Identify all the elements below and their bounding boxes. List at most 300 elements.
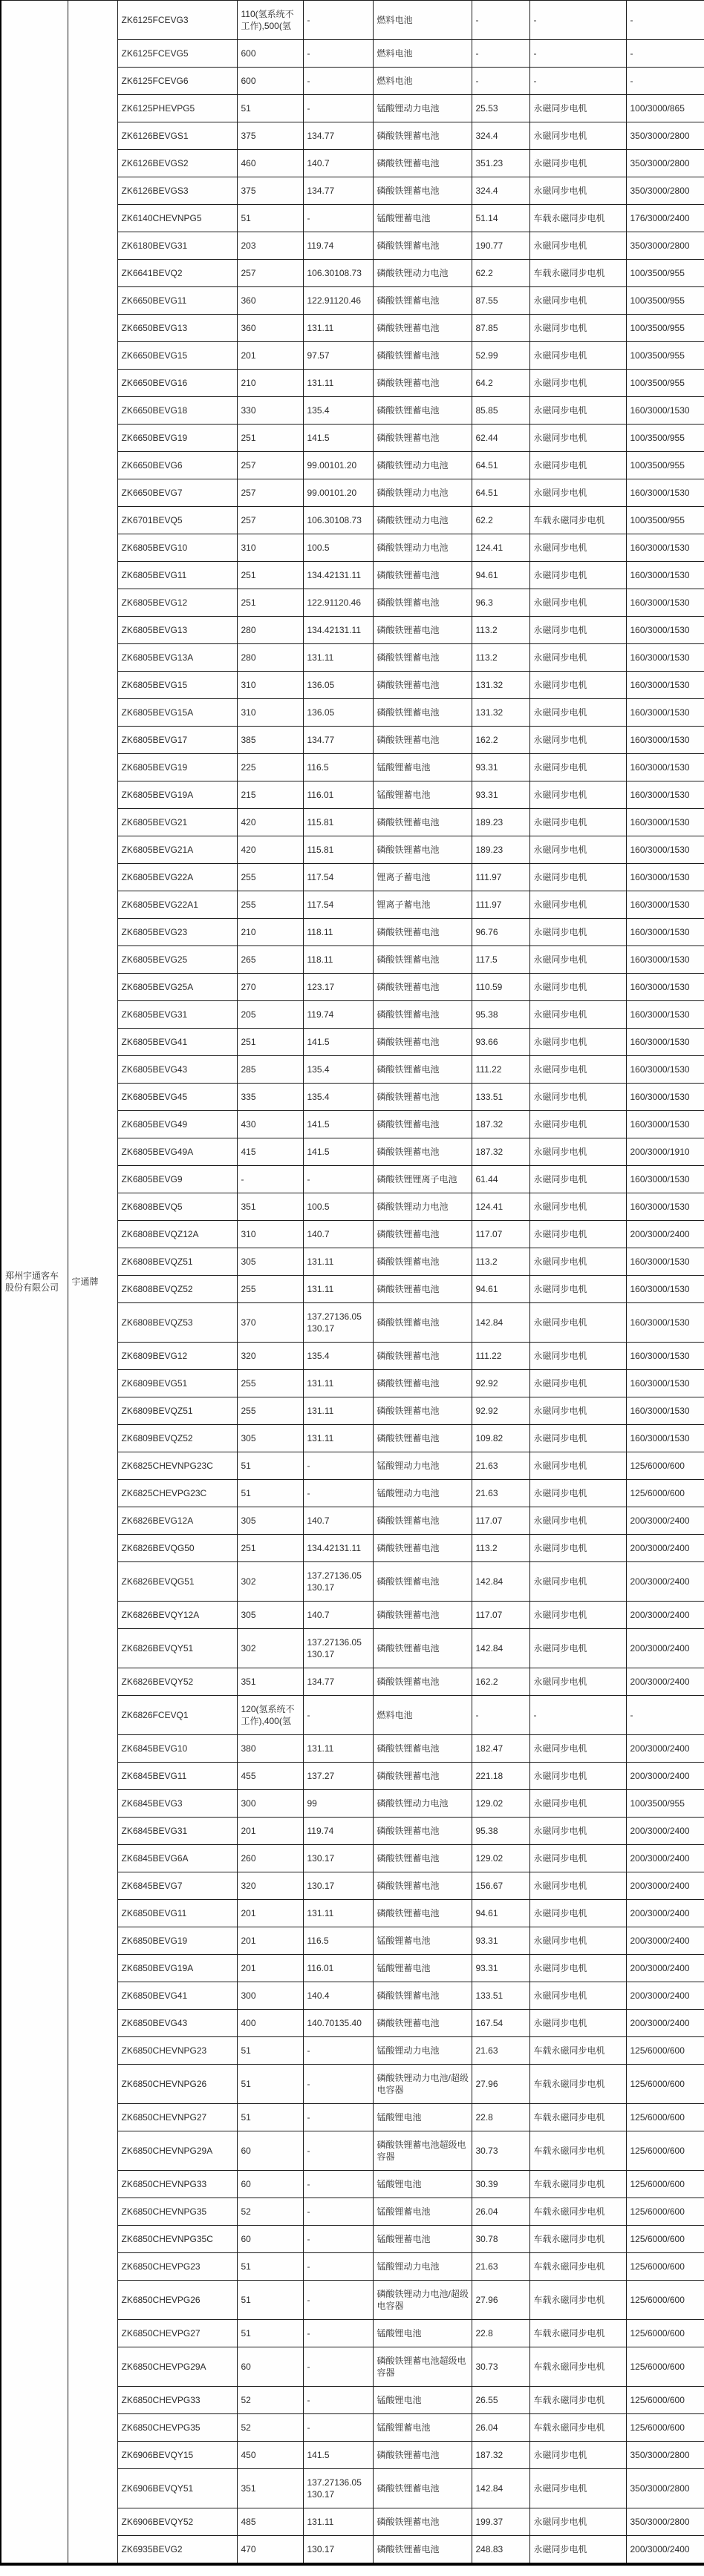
motor-power-cell: 100/3500/955 xyxy=(626,1790,704,1818)
battery-capacity-cell: 62.2 xyxy=(472,507,529,534)
battery-capacity-cell: 95.38 xyxy=(472,1818,529,1845)
motor-power-cell: 160/3000/1530 xyxy=(626,919,704,946)
battery-capacity-cell: 111.22 xyxy=(472,1056,529,1084)
energy-consumption-cell: 116.01 xyxy=(303,781,373,809)
motor-type-cell: 永磁同步电机 xyxy=(529,1276,626,1303)
battery-capacity-cell: 30.39 xyxy=(472,2171,529,2198)
battery-type-cell: 燃料电池 xyxy=(373,40,472,68)
battery-capacity-cell: 111.97 xyxy=(472,891,529,919)
motor-power-cell: 125/6000/600 xyxy=(626,2320,704,2347)
model-code-cell: ZK6805BEVG9 xyxy=(117,1166,237,1193)
driving-range-cell: 255 xyxy=(237,864,303,891)
model-code-cell: ZK6650BEVG6 xyxy=(117,452,237,479)
energy-consumption-cell: 119.74 xyxy=(303,232,373,260)
motor-power-cell: 160/3000/1530 xyxy=(626,1166,704,1193)
energy-consumption-cell: 116.5 xyxy=(303,1927,373,1955)
driving-range-cell: 51 xyxy=(237,1452,303,1480)
battery-type-cell: 锰酸锂蓄电池 xyxy=(373,1955,472,1982)
motor-power-cell: 160/3000/1530 xyxy=(626,1370,704,1397)
driving-range-cell: 257 xyxy=(237,260,303,287)
battery-type-cell: 磷酸铁锂蓄电池 xyxy=(373,974,472,1001)
motor-type-cell: 永磁同步电机 xyxy=(529,562,626,589)
motor-power-cell: 125/6000/600 xyxy=(626,2387,704,2414)
battery-capacity-cell: 93.31 xyxy=(472,781,529,809)
energy-consumption-cell: 122.91120.46 xyxy=(303,287,373,315)
driving-range-cell: 430 xyxy=(237,1111,303,1138)
motor-type-cell: 永磁同步电机 xyxy=(529,1001,626,1029)
battery-type-cell: 磷酸铁锂蓄电池 xyxy=(373,1248,472,1276)
energy-consumption-cell: 134.42131.11 xyxy=(303,1535,373,1562)
battery-capacity-cell: - xyxy=(472,1696,529,1735)
driving-range-cell: 380 xyxy=(237,1735,303,1763)
energy-consumption-cell: 141.5 xyxy=(303,2442,373,2469)
motor-type-cell: 永磁同步电机 xyxy=(529,2536,626,2565)
motor-power-cell: 160/3000/1530 xyxy=(626,479,704,507)
motor-power-cell: 350/3000/2800 xyxy=(626,177,704,205)
motor-power-cell: 160/3000/1530 xyxy=(626,1425,704,1452)
energy-consumption-cell: 140.7 xyxy=(303,1602,373,1629)
battery-capacity-cell: 124.41 xyxy=(472,534,529,562)
motor-power-cell: 200/3000/2400 xyxy=(626,1900,704,1927)
motor-power-cell: 160/3000/1530 xyxy=(626,1303,704,1343)
model-code-cell: ZK6808BEVQZ53 xyxy=(117,1303,237,1343)
driving-range-cell: 600 xyxy=(237,40,303,68)
battery-type-cell: 锰酸锂动力电池 xyxy=(373,2253,472,2281)
model-code-cell: ZK6125PHEVPG5 xyxy=(117,95,237,122)
energy-consumption-cell: 118.11 xyxy=(303,919,373,946)
motor-type-cell: 永磁同步电机 xyxy=(529,864,626,891)
motor-power-cell: 160/3000/1530 xyxy=(626,1029,704,1056)
battery-type-cell: 磷酸铁锂蓄电池 xyxy=(373,1535,472,1562)
motor-type-cell: 车载永磁同步电机 xyxy=(529,2226,626,2253)
motor-type-cell: 永磁同步电机 xyxy=(529,1303,626,1343)
model-code-cell: ZK6805BEVG13A xyxy=(117,644,237,672)
model-code-cell: ZK6850BEVG19 xyxy=(117,1927,237,1955)
motor-power-cell: 100/3500/955 xyxy=(626,260,704,287)
driving-range-cell: 52 xyxy=(237,2198,303,2226)
driving-range-cell: 51 xyxy=(237,2037,303,2065)
model-code-cell: ZK6850CHEVNPG33 xyxy=(117,2171,237,2198)
energy-consumption-cell: 131.11 xyxy=(303,1397,373,1425)
driving-range-cell: - xyxy=(237,1166,303,1193)
motor-type-cell: 永磁同步电机 xyxy=(529,946,626,974)
driving-range-cell: 415 xyxy=(237,1138,303,1166)
battery-type-cell: 磷酸铁锂蓄电池 xyxy=(373,1370,472,1397)
motor-type-cell: 车载永磁同步电机 xyxy=(529,2387,626,2414)
driving-range-cell: 251 xyxy=(237,562,303,589)
motor-power-cell: 100/3500/955 xyxy=(626,287,704,315)
energy-consumption-cell: 141.5 xyxy=(303,425,373,452)
energy-consumption-cell: 131.11 xyxy=(303,315,373,342)
driving-range-cell: 385 xyxy=(237,727,303,754)
driving-range-cell: 201 xyxy=(237,1818,303,1845)
energy-consumption-cell: 131.11 xyxy=(303,1425,373,1452)
motor-type-cell: 永磁同步电机 xyxy=(529,122,626,150)
battery-type-cell: 锰酸锂动力电池 xyxy=(373,1452,472,1480)
driving-range-cell: 257 xyxy=(237,479,303,507)
driving-range-cell: 375 xyxy=(237,122,303,150)
motor-type-cell: 永磁同步电机 xyxy=(529,1507,626,1535)
motor-power-cell: 160/3000/1530 xyxy=(626,534,704,562)
energy-consumption-cell: 106.30108.73 xyxy=(303,260,373,287)
energy-consumption-cell: 131.11 xyxy=(303,1900,373,1927)
model-code-cell: ZK6805BEVG49A xyxy=(117,1138,237,1166)
motor-type-cell: 永磁同步电机 xyxy=(529,342,626,370)
model-code-cell: ZK6808BEVQ5 xyxy=(117,1193,237,1221)
driving-range-cell: 51 xyxy=(237,205,303,232)
motor-power-cell: 200/3000/2400 xyxy=(626,1602,704,1629)
energy-consumption-cell: 131.11 xyxy=(303,370,373,397)
motor-power-cell: 160/3000/1530 xyxy=(626,1001,704,1029)
model-code-cell: ZK6805BEVG19 xyxy=(117,754,237,781)
battery-type-cell: 磷酸铁锂蓄电池 xyxy=(373,1397,472,1425)
energy-consumption-cell: - xyxy=(303,95,373,122)
model-code-cell: ZK6850CHEVPG27 xyxy=(117,2320,237,2347)
battery-capacity-cell: 64.51 xyxy=(472,479,529,507)
motor-power-cell: 160/3000/1530 xyxy=(626,397,704,425)
energy-consumption-cell: 122.91120.46 xyxy=(303,589,373,617)
battery-type-cell: 磷酸铁锂蓄电池 xyxy=(373,370,472,397)
energy-consumption-cell: 99.00101.20 xyxy=(303,479,373,507)
battery-type-cell: 锰酸锂电池 xyxy=(373,2171,472,2198)
model-code-cell: ZK6850BEVG11 xyxy=(117,1900,237,1927)
motor-type-cell: 车载永磁同步电机 xyxy=(529,2253,626,2281)
energy-consumption-cell: 115.81 xyxy=(303,836,373,864)
model-code-cell: ZK6826FCEVQ1 xyxy=(117,1696,237,1735)
model-code-cell: ZK6906BEVQY52 xyxy=(117,2508,237,2536)
battery-capacity-cell: 62.44 xyxy=(472,425,529,452)
energy-consumption-cell: 131.11 xyxy=(303,2508,373,2536)
energy-consumption-cell: 119.74 xyxy=(303,1001,373,1029)
energy-consumption-cell: 116.01 xyxy=(303,1955,373,1982)
driving-range-cell: 375 xyxy=(237,177,303,205)
battery-capacity-cell: 21.63 xyxy=(472,2253,529,2281)
driving-range-cell: 310 xyxy=(237,534,303,562)
driving-range-cell: 201 xyxy=(237,342,303,370)
battery-type-cell: 磷酸铁锂蓄电池 xyxy=(373,315,472,342)
motor-type-cell: 永磁同步电机 xyxy=(529,1562,626,1602)
battery-type-cell: 磷酸铁锂蓄电池 xyxy=(373,287,472,315)
motor-power-cell: - xyxy=(626,40,704,68)
motor-type-cell: 车载永磁同步电机 xyxy=(529,2104,626,2131)
model-code-cell: ZK6906BEVQY51 xyxy=(117,2469,237,2508)
battery-type-cell: 磷酸铁锂蓄电池 xyxy=(373,809,472,836)
energy-consumption-cell: - xyxy=(303,1,373,40)
energy-consumption-cell: - xyxy=(303,68,373,95)
battery-type-cell: 磷酸铁锂蓄电池 xyxy=(373,1872,472,1900)
driving-range-cell: 285 xyxy=(237,1056,303,1084)
energy-consumption-cell: 135.4 xyxy=(303,397,373,425)
model-code-cell: ZK6850CHEVPG33 xyxy=(117,2387,237,2414)
battery-type-cell: 燃料电池 xyxy=(373,1,472,40)
battery-type-cell: 磷酸铁锂蓄电池 xyxy=(373,2536,472,2565)
battery-type-cell: 磷酸铁锂蓄电池 xyxy=(373,1982,472,2010)
battery-type-cell: 磷酸铁锂动力电池 xyxy=(373,479,472,507)
model-code-cell: ZK6805BEVG12 xyxy=(117,589,237,617)
motor-power-cell: 200/3000/2400 xyxy=(626,1763,704,1790)
energy-consumption-cell: 140.4 xyxy=(303,1982,373,2010)
motor-type-cell: 车载永磁同步电机 xyxy=(529,205,626,232)
motor-power-cell: - xyxy=(626,1696,704,1735)
battery-capacity-cell: 30.73 xyxy=(472,2347,529,2387)
battery-type-cell: 磷酸铁锂蓄电池 xyxy=(373,1425,472,1452)
battery-type-cell: 磷酸铁锂动力电池 xyxy=(373,452,472,479)
motor-power-cell: 125/6000/600 xyxy=(626,2198,704,2226)
motor-type-cell: 永磁同步电机 xyxy=(529,1763,626,1790)
driving-range-cell: 302 xyxy=(237,1629,303,1668)
driving-range-cell: 251 xyxy=(237,589,303,617)
battery-capacity-cell: 92.92 xyxy=(472,1397,529,1425)
motor-type-cell: 车载永磁同步电机 xyxy=(529,2198,626,2226)
motor-type-cell: 永磁同步电机 xyxy=(529,1221,626,1248)
motor-power-cell: 160/3000/1530 xyxy=(626,699,704,727)
battery-capacity-cell: 133.51 xyxy=(472,1982,529,2010)
energy-consumption-cell: 141.5 xyxy=(303,1138,373,1166)
battery-type-cell: 磷酸铁锂蓄电池 xyxy=(373,1735,472,1763)
energy-consumption-cell: - xyxy=(303,1166,373,1193)
battery-capacity-cell: 113.2 xyxy=(472,644,529,672)
battery-type-cell: 磷酸铁锂蓄电池 xyxy=(373,1029,472,1056)
motor-type-cell: 永磁同步电机 xyxy=(529,1735,626,1763)
model-code-cell: ZK6650BEVG19 xyxy=(117,425,237,452)
motor-type-cell: 永磁同步电机 xyxy=(529,1056,626,1084)
motor-type-cell: - xyxy=(529,40,626,68)
motor-type-cell: 永磁同步电机 xyxy=(529,1111,626,1138)
driving-range-cell: 255 xyxy=(237,891,303,919)
battery-capacity-cell: 51.14 xyxy=(472,205,529,232)
battery-capacity-cell: - xyxy=(472,1,529,40)
battery-type-cell: 锰酸锂动力电池 xyxy=(373,95,472,122)
battery-capacity-cell: 85.85 xyxy=(472,397,529,425)
driving-range-cell: 400 xyxy=(237,2010,303,2037)
energy-consumption-cell: - xyxy=(303,1480,373,1507)
driving-range-cell: 360 xyxy=(237,287,303,315)
model-code-cell: ZK6850CHEVPG26 xyxy=(117,2281,237,2320)
motor-type-cell: 永磁同步电机 xyxy=(529,836,626,864)
battery-capacity-cell: 61.44 xyxy=(472,1166,529,1193)
battery-capacity-cell: 142.84 xyxy=(472,1562,529,1602)
battery-type-cell: 磷酸铁锂蓄电池 xyxy=(373,2469,472,2508)
motor-type-cell: 永磁同步电机 xyxy=(529,315,626,342)
model-code-cell: ZK6845BEVG6A xyxy=(117,1845,237,1872)
motor-power-cell: 200/3000/2400 xyxy=(626,1872,704,1900)
energy-consumption-cell: - xyxy=(303,2414,373,2442)
model-code-cell: ZK6650BEVG11 xyxy=(117,287,237,315)
battery-capacity-cell: 92.92 xyxy=(472,1370,529,1397)
motor-type-cell: 永磁同步电机 xyxy=(529,1397,626,1425)
energy-consumption-cell: 99.00101.20 xyxy=(303,452,373,479)
driving-range-cell: 255 xyxy=(237,1276,303,1303)
energy-consumption-cell: 140.7 xyxy=(303,1221,373,1248)
model-code-cell: ZK6845BEVG31 xyxy=(117,1818,237,1845)
battery-capacity-cell: 129.02 xyxy=(472,1790,529,1818)
motor-type-cell: 永磁同步电机 xyxy=(529,1790,626,1818)
motor-power-cell: 350/3000/2800 xyxy=(626,150,704,177)
motor-power-cell: 160/3000/1530 xyxy=(626,864,704,891)
driving-range-cell: 251 xyxy=(237,1029,303,1056)
driving-range-cell: 60 xyxy=(237,2226,303,2253)
battery-capacity-cell: 21.63 xyxy=(472,2037,529,2065)
driving-range-cell: 450 xyxy=(237,2442,303,2469)
battery-capacity-cell: 189.23 xyxy=(472,836,529,864)
model-code-cell: ZK6826BEVQG50 xyxy=(117,1535,237,1562)
battery-type-cell: 磷酸铁锂动力电池 xyxy=(373,260,472,287)
motor-power-cell: 160/3000/1530 xyxy=(626,754,704,781)
model-code-cell: ZK6808BEVQZ52 xyxy=(117,1276,237,1303)
battery-type-cell: 锰酸锂蓄电池 xyxy=(373,2226,472,2253)
motor-power-cell: 160/3000/1530 xyxy=(626,891,704,919)
energy-consumption-cell: 135.4 xyxy=(303,1056,373,1084)
driving-range-cell: 300 xyxy=(237,1982,303,2010)
driving-range-cell: 205 xyxy=(237,1001,303,1029)
motor-type-cell: 车载永磁同步电机 xyxy=(529,2065,626,2104)
motor-type-cell: 永磁同步电机 xyxy=(529,425,626,452)
motor-type-cell: 永磁同步电机 xyxy=(529,177,626,205)
motor-type-cell: 永磁同步电机 xyxy=(529,1927,626,1955)
driving-range-cell: 60 xyxy=(237,2171,303,2198)
model-code-cell: ZK6809BEVQZ52 xyxy=(117,1425,237,1452)
energy-consumption-cell: 131.11 xyxy=(303,1735,373,1763)
battery-capacity-cell: 324.4 xyxy=(472,177,529,205)
model-code-cell: ZK6805BEVG25 xyxy=(117,946,237,974)
motor-power-cell: 100/3500/955 xyxy=(626,342,704,370)
motor-type-cell: 永磁同步电机 xyxy=(529,1084,626,1111)
model-code-cell: ZK6850BEVG19A xyxy=(117,1955,237,1982)
driving-range-cell: 52 xyxy=(237,2414,303,2442)
battery-capacity-cell: 96.3 xyxy=(472,589,529,617)
motor-power-cell: 200/3000/1910 xyxy=(626,1138,704,1166)
battery-capacity-cell: 26.04 xyxy=(472,2414,529,2442)
battery-type-cell: 磷酸铁锂蓄电池 xyxy=(373,836,472,864)
battery-capacity-cell: 93.66 xyxy=(472,1029,529,1056)
driving-range-cell: 51 xyxy=(237,2065,303,2104)
battery-capacity-cell: 167.54 xyxy=(472,2010,529,2037)
battery-capacity-cell: 94.61 xyxy=(472,1900,529,1927)
driving-range-cell: 302 xyxy=(237,1562,303,1602)
motor-power-cell: - xyxy=(626,68,704,95)
model-code-cell: ZK6126BEVGS1 xyxy=(117,122,237,150)
battery-type-cell: 磷酸铁锂蓄电池 xyxy=(373,150,472,177)
model-code-cell: ZK6850BEVG41 xyxy=(117,1982,237,2010)
battery-type-cell: 磷酸铁锂蓄电池 xyxy=(373,1138,472,1166)
motor-power-cell: 200/3000/2400 xyxy=(626,1629,704,1668)
energy-consumption-cell: 140.7 xyxy=(303,1507,373,1535)
driving-range-cell: 251 xyxy=(237,425,303,452)
model-code-cell: ZK6845BEVG7 xyxy=(117,1872,237,1900)
battery-capacity-cell: 187.32 xyxy=(472,2442,529,2469)
driving-range-cell: 201 xyxy=(237,1900,303,1927)
battery-type-cell: 磷酸铁锂蓄电池 xyxy=(373,644,472,672)
battery-type-cell: 磷酸铁锂蓄电池 xyxy=(373,1507,472,1535)
model-code-cell: ZK6825CHEVNPG23C xyxy=(117,1452,237,1480)
motor-type-cell: 永磁同步电机 xyxy=(529,1452,626,1480)
driving-range-cell: 257 xyxy=(237,452,303,479)
battery-type-cell: 锰酸锂电池 xyxy=(373,2387,472,2414)
motor-power-cell: 160/3000/1530 xyxy=(626,1343,704,1370)
energy-consumption-cell: 130.17 xyxy=(303,1845,373,1872)
battery-capacity-cell: 94.61 xyxy=(472,1276,529,1303)
battery-capacity-cell: 87.55 xyxy=(472,287,529,315)
motor-power-cell: 160/3000/1530 xyxy=(626,644,704,672)
battery-capacity-cell: 129.02 xyxy=(472,1845,529,1872)
battery-capacity-cell: 113.2 xyxy=(472,1535,529,1562)
motor-type-cell: 车载永磁同步电机 xyxy=(529,2131,626,2171)
battery-type-cell: 锰酸锂蓄电池 xyxy=(373,205,472,232)
motor-power-cell: 160/3000/1530 xyxy=(626,836,704,864)
motor-type-cell: 永磁同步电机 xyxy=(529,754,626,781)
battery-type-cell: 磷酸铁锂蓄电池 xyxy=(373,1763,472,1790)
driving-range-cell: 351 xyxy=(237,1668,303,1696)
battery-type-cell: 磷酸铁锂蓄电池 xyxy=(373,617,472,644)
driving-range-cell: 305 xyxy=(237,1507,303,1535)
motor-power-cell: 350/3000/2800 xyxy=(626,232,704,260)
energy-consumption-cell: 134.42131.11 xyxy=(303,617,373,644)
model-code-cell: ZK6826BEVQY52 xyxy=(117,1668,237,1696)
driving-range-cell: 420 xyxy=(237,809,303,836)
model-code-cell: ZK6805BEVG15 xyxy=(117,672,237,699)
battery-capacity-cell: 21.63 xyxy=(472,1480,529,1507)
battery-capacity-cell: 131.32 xyxy=(472,672,529,699)
energy-consumption-cell: 117.54 xyxy=(303,891,373,919)
motor-power-cell: 125/6000/600 xyxy=(626,1452,704,1480)
motor-type-cell: 永磁同步电机 xyxy=(529,1668,626,1696)
model-code-cell: ZK6808BEVQZ12A xyxy=(117,1221,237,1248)
driving-range-cell: 203 xyxy=(237,232,303,260)
battery-type-cell: 磷酸铁锂蓄电池 xyxy=(373,232,472,260)
battery-type-cell: 磷酸铁锂蓄电池 xyxy=(373,1056,472,1084)
energy-consumption-cell: 97.57 xyxy=(303,342,373,370)
energy-consumption-cell: 137.27 xyxy=(303,1763,373,1790)
driving-range-cell: 310 xyxy=(237,699,303,727)
battery-capacity-cell: 131.32 xyxy=(472,699,529,727)
motor-type-cell: 永磁同步电机 xyxy=(529,1370,626,1397)
battery-capacity-cell: 30.78 xyxy=(472,2226,529,2253)
motor-power-cell: 160/3000/1530 xyxy=(626,1276,704,1303)
battery-type-cell: 磷酸铁锂蓄电池 xyxy=(373,1001,472,1029)
model-code-cell: ZK6826BEVQY12A xyxy=(117,1602,237,1629)
motor-power-cell: 200/3000/2400 xyxy=(626,1845,704,1872)
motor-power-cell: 100/3500/955 xyxy=(626,452,704,479)
energy-consumption-cell: 137.27136.05 130.17 xyxy=(303,1562,373,1602)
driving-range-cell: 320 xyxy=(237,1343,303,1370)
motor-power-cell: 176/3000/2400 xyxy=(626,205,704,232)
model-code-cell: ZK6850CHEVNPG35C xyxy=(117,2226,237,2253)
energy-consumption-cell: - xyxy=(303,2281,373,2320)
driving-range-cell: 360 xyxy=(237,315,303,342)
model-code-cell: ZK6809BEVG51 xyxy=(117,1370,237,1397)
company-name-cell: 郑州宇通客车股份有限公司 xyxy=(1,1,68,2565)
model-code-cell: ZK6126BEVGS3 xyxy=(117,177,237,205)
battery-capacity-cell: 110.59 xyxy=(472,974,529,1001)
battery-capacity-cell: 162.2 xyxy=(472,1668,529,1696)
energy-consumption-cell: 141.5 xyxy=(303,1111,373,1138)
driving-range-cell: 51 xyxy=(237,1480,303,1507)
table-row xyxy=(1,1,704,40)
battery-type-cell: 磷酸铁锂蓄电池 xyxy=(373,342,472,370)
model-code-cell: ZK6809BEVQZ51 xyxy=(117,1397,237,1425)
model-code-cell: ZK6805BEVG25A xyxy=(117,974,237,1001)
motor-type-cell: 车载永磁同步电机 xyxy=(529,2414,626,2442)
motor-power-cell: 160/3000/1530 xyxy=(626,1193,704,1221)
energy-consumption-cell: - xyxy=(303,2253,373,2281)
battery-type-cell: 磷酸铁锂动力电池/超级电容器 xyxy=(373,2281,472,2320)
battery-type-cell: 锂离子蓄电池 xyxy=(373,891,472,919)
model-code-cell: ZK6650BEVG18 xyxy=(117,397,237,425)
driving-range-cell: 260 xyxy=(237,1845,303,1872)
motor-type-cell: 永磁同步电机 xyxy=(529,2469,626,2508)
model-code-cell: ZK6805BEVG19A xyxy=(117,781,237,809)
motor-type-cell: 永磁同步电机 xyxy=(529,452,626,479)
